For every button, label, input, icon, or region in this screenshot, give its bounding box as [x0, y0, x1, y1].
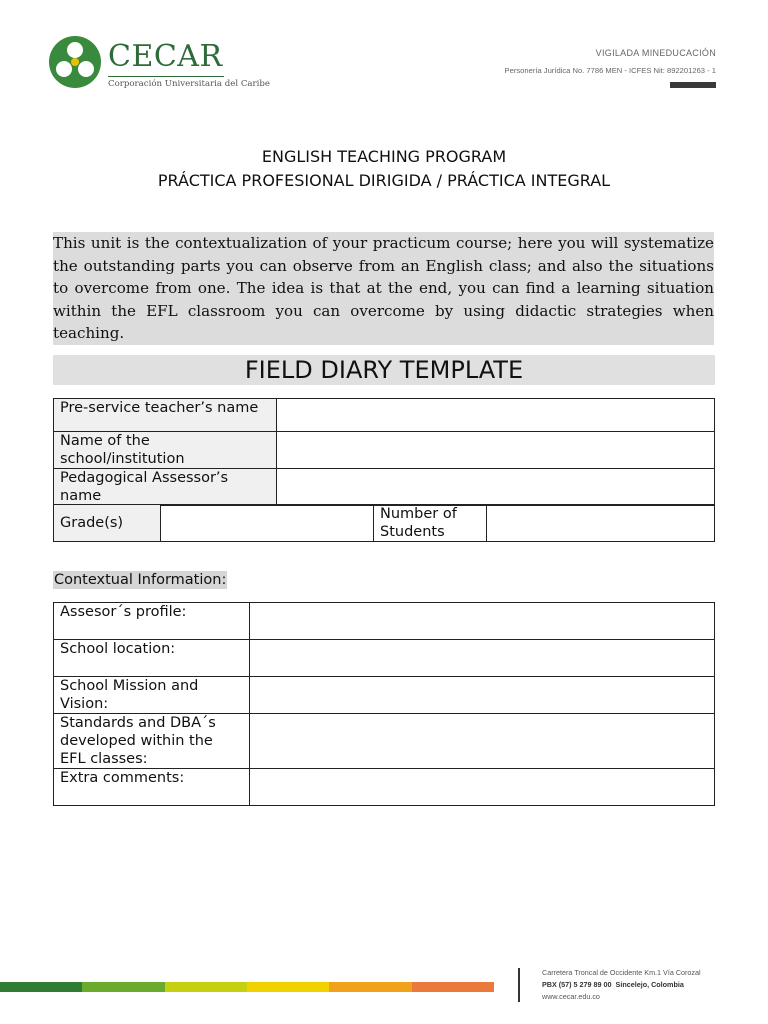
assessor-name-label: Pedagogical Assessor’s name [54, 469, 277, 506]
footer-strip-segment [82, 982, 164, 992]
footer-pbx: PBX (57) 5 279 89 00 [542, 980, 612, 989]
contextual-table [53, 602, 715, 806]
footer-address: Carretera Troncal de Occidente Km.1 Vía Corozal [542, 968, 701, 977]
assessor-name-field[interactable] [277, 469, 715, 506]
practice-title: PRÁCTICA PROFESIONAL DIRIGIDA / PRÁCTICA INTEGRAL [157, 171, 611, 190]
intro-paragraph: This unit is the contextualization of your practicum course; here you will systematize the outstanding parts you can observe from an English class; and also the situations to overcome from one. The idea is that at the end, you can find a learning situation within the EFL classroom you can overcome by using didactic strategies when teaching. [53, 232, 714, 345]
footer-web[interactable]: www.cecar.edu.co [542, 992, 600, 1001]
school-name-label: Name of the school/institution [54, 432, 277, 469]
brand-name: CECAR [108, 39, 223, 74]
mission-vision-label: School Mission and Vision: [54, 677, 250, 714]
field-diary-heading: FIELD DIARY TEMPLATE [53, 355, 715, 385]
cecar-logo-icon [48, 35, 102, 89]
students-label: Number of Students [374, 505, 487, 542]
footer-color-strip [0, 982, 494, 992]
school-name-field[interactable] [277, 432, 715, 469]
contextual-info-label: Contextual Information: [54, 572, 227, 588]
students-field[interactable] [487, 505, 715, 542]
footer-strip-segment [247, 982, 329, 992]
footer-contact [542, 980, 684, 989]
footer-strip-segment [329, 982, 411, 992]
teacher-name-label: Pre-service teacher’s name [54, 399, 277, 432]
assessor-profile-label: Assesor´s profile: [54, 603, 250, 640]
standards-dba-label: Standards and DBA´s developed within the EFL classes: [54, 714, 250, 769]
program-title: ENGLISH TEACHING PROGRAM [261, 147, 507, 166]
header-bar [670, 82, 716, 88]
school-location-field[interactable] [250, 640, 715, 677]
footer-divider [518, 968, 520, 1002]
grade-table [53, 504, 715, 542]
assessor-profile-field[interactable] [250, 603, 715, 640]
grade-label: Grade(s) [54, 505, 161, 542]
brand-subtitle: Corporación Universitaria del Caribe [108, 79, 270, 89]
brand-rule [108, 76, 224, 77]
school-location-label: School location: [54, 640, 250, 677]
vigilada-text: VIGILADA MINEDUCACIÓN [595, 48, 716, 58]
personeria-text: Personería Jurídica No. 7786 MEN - ICFES Nit: 892201263 - 1 [504, 66, 716, 75]
mission-vision-field[interactable] [250, 677, 715, 714]
standards-dba-field[interactable] [250, 714, 715, 769]
footer-strip-segment [0, 982, 82, 992]
extra-comments-label: Extra comments: [54, 769, 250, 806]
footer-strip-segment [412, 982, 494, 992]
extra-comments-field[interactable] [250, 769, 715, 806]
teacher-info-table [53, 398, 715, 506]
footer-city: Sincelejo, Colombia [615, 980, 684, 989]
teacher-name-field[interactable] [277, 399, 715, 432]
grade-field[interactable] [161, 505, 374, 542]
footer-strip-segment [165, 982, 247, 992]
